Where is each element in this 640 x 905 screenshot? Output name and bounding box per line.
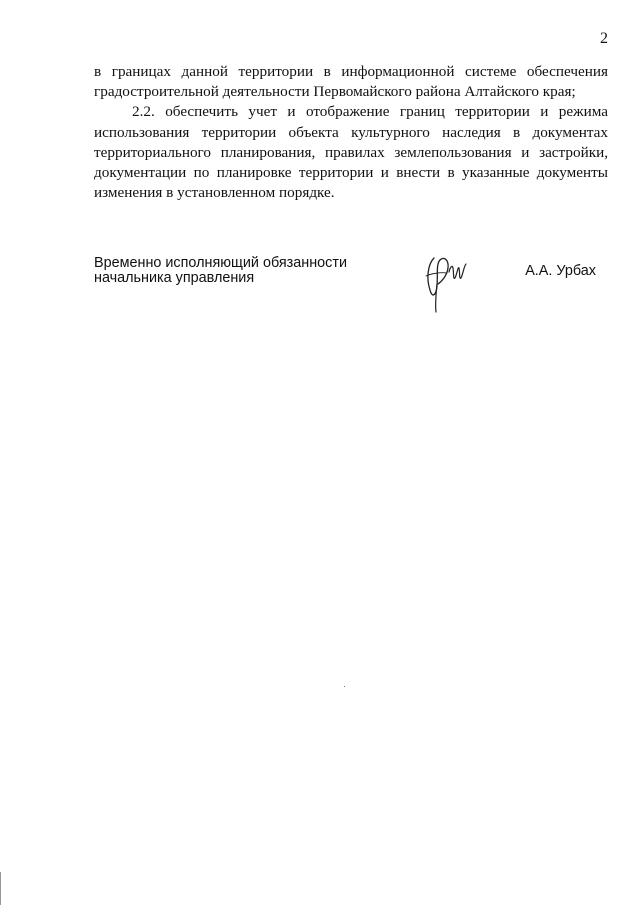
document-body [94, 62, 608, 203]
signatory-position-line-2: начальника управления [94, 270, 255, 286]
signatory-name: А.А. Урбах [525, 263, 596, 279]
scan-edge-mark [0, 872, 1, 905]
scan-speck [344, 686, 345, 687]
signatory-position [94, 256, 347, 286]
paragraph-continuation: в границах данной территории в информационной системе обеспечения градостроительной деятельности Первомайского района Алтайского края; [94, 63, 608, 101]
signature-block [94, 256, 608, 326]
handwritten-signature [420, 254, 470, 316]
page-number: 2 [600, 30, 608, 47]
signatory-position-line-1: Временно исполняющий обязанности [94, 255, 348, 271]
paragraph-2-2: 2.2. обеспечить учет и отображение границ территории и режима использования территории объекта культурного наследия в документах территориального планирования, правилах землепользования и застройки, документации по планировке территории и внести в указанные документы изменения в установленном порядке. [94, 103, 608, 202]
